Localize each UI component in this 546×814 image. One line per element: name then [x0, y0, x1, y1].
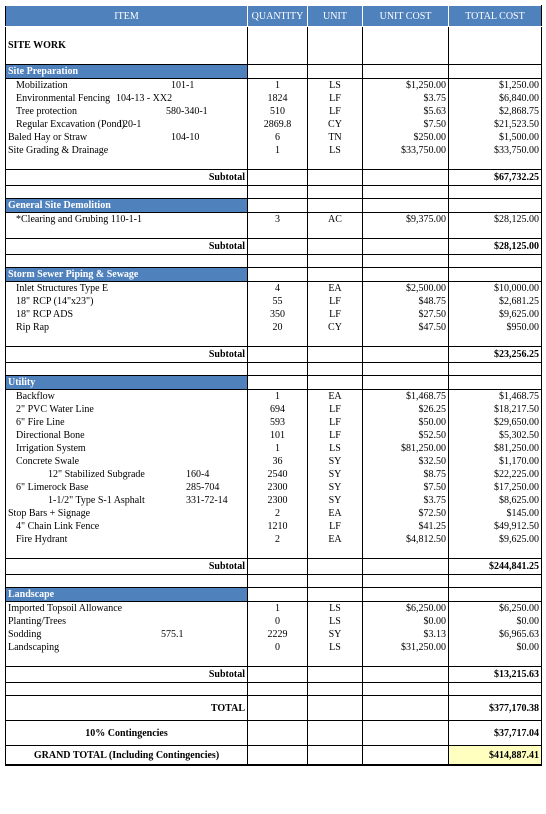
grand-total-row-value: $414,887.41	[449, 746, 542, 766]
total-cost-cell: $33,750.00	[449, 144, 542, 157]
unit-cost-cell: $7.50	[363, 481, 449, 494]
quantity-cell: 2300	[248, 481, 308, 494]
unit-cost-cell: $8.75	[363, 468, 449, 481]
item-name: Landscaping	[8, 642, 60, 653]
item-cell	[6, 131, 248, 144]
item-code: 101-1	[171, 80, 195, 91]
unit-cost-cell: $32.50	[363, 455, 449, 468]
section-header-utility	[6, 376, 542, 390]
blank-row	[6, 157, 542, 170]
quantity-cell: 3	[248, 213, 308, 227]
item-cell	[6, 615, 248, 628]
item-name: Sodding	[8, 629, 42, 640]
item-name: 12" Stabilized Subgrade	[48, 469, 145, 480]
item-code: 160-4	[186, 469, 210, 480]
site-work-row	[6, 39, 542, 52]
quantity-cell: 1	[248, 442, 308, 455]
table-row	[6, 507, 542, 520]
unit-cell: LF	[308, 416, 363, 429]
item-cell	[6, 429, 248, 442]
unit-cost-cell: $3.75	[363, 92, 449, 105]
total-cost-cell: $145.00	[449, 507, 542, 520]
item-cell	[6, 118, 248, 131]
quantity-cell: 510	[248, 105, 308, 118]
header-row	[6, 6, 542, 27]
unit-cell: LF	[308, 295, 363, 308]
total-cost-cell: $6,250.00	[449, 602, 542, 616]
item-cell	[6, 403, 248, 416]
unit-cell: SY	[308, 628, 363, 641]
header-item: ITEM	[6, 6, 248, 27]
item-cell	[6, 390, 248, 404]
item-name: Inlet Structures Type E	[16, 283, 109, 294]
subtotal-label: Subtotal	[6, 170, 248, 186]
item-cell	[6, 507, 248, 520]
item-cell	[6, 641, 248, 654]
unit-cost-cell: $72.50	[363, 507, 449, 520]
item-name: Mobilization	[16, 80, 68, 91]
unit-cost-cell: $9,375.00	[363, 213, 449, 227]
table-row	[6, 213, 542, 227]
blank-row	[6, 27, 542, 40]
unit-cell: LF	[308, 520, 363, 533]
subtotal-value: $67,732.25	[449, 170, 542, 186]
item-name: Backflow	[16, 391, 55, 402]
subtotal-label: Subtotal	[6, 347, 248, 363]
total-cost-cell: $17,250.00	[449, 481, 542, 494]
subtotal-label: Subtotal	[6, 667, 248, 683]
total-cost-cell: $9,625.00	[449, 308, 542, 321]
blank-row	[6, 654, 542, 667]
unit-cell: SY	[308, 494, 363, 507]
blank-row	[6, 226, 542, 239]
unit-cost-cell: $1,250.00	[363, 79, 449, 93]
quantity-cell: 2	[248, 533, 308, 546]
total-cost-cell: $0.00	[449, 615, 542, 628]
header-quantity: QUANTITY	[248, 6, 308, 27]
item-cell	[6, 602, 248, 616]
unit-cell: LF	[308, 105, 363, 118]
unit-cell: EA	[308, 282, 363, 296]
item-name: Directional Bone	[16, 430, 85, 441]
quantity-cell: 2540	[248, 468, 308, 481]
quantity-cell: 1824	[248, 92, 308, 105]
table-row	[6, 468, 542, 481]
table-row	[6, 641, 542, 654]
item-code: 580-340-1	[166, 106, 208, 117]
total-cost-cell: $0.00	[449, 641, 542, 654]
blank-row	[6, 52, 542, 65]
item-name: 18" RCP ADS	[16, 309, 74, 320]
total-cost-cell: $18,217.50	[449, 403, 542, 416]
unit-cost-cell: $52.50	[363, 429, 449, 442]
unit-cost-cell: $50.00	[363, 416, 449, 429]
quantity-cell: 1	[248, 390, 308, 404]
section-title: Landscape	[6, 588, 248, 602]
item-name: 1-1/2" Type S-1 Asphalt	[48, 495, 145, 506]
table-row	[6, 455, 542, 468]
unit-cell: LS	[308, 442, 363, 455]
unit-cell: LS	[308, 615, 363, 628]
total-cost-cell: $1,250.00	[449, 79, 542, 93]
table-row	[6, 118, 542, 131]
unit-cost-cell: $48.75	[363, 295, 449, 308]
quantity-cell: 1	[248, 79, 308, 93]
quantity-cell: 1	[248, 144, 308, 157]
total-cost-cell: $8,625.00	[449, 494, 542, 507]
quantity-cell: 0	[248, 615, 308, 628]
table-row	[6, 105, 542, 118]
table-row	[6, 494, 542, 507]
total-cost-cell: $950.00	[449, 321, 542, 334]
quantity-cell: 2869.8	[248, 118, 308, 131]
subtotal-label: Subtotal	[6, 239, 248, 255]
table-row	[6, 144, 542, 157]
unit-cell: AC	[308, 213, 363, 227]
unit-cell: LF	[308, 92, 363, 105]
table-row	[6, 321, 542, 334]
table-row	[6, 282, 542, 296]
subtotal-row	[6, 559, 542, 575]
total-cost-cell: $2,681.25	[449, 295, 542, 308]
unit-cell: CY	[308, 118, 363, 131]
table-row	[6, 79, 542, 93]
unit-cell: LF	[308, 403, 363, 416]
blank-row	[6, 546, 542, 559]
total-cost-cell: $1,500.00	[449, 131, 542, 144]
total-cost-cell: $9,625.00	[449, 533, 542, 546]
unit-cost-cell: $4,812.50	[363, 533, 449, 546]
table-row	[6, 403, 542, 416]
unit-cell: SY	[308, 455, 363, 468]
grand-total-row	[6, 746, 542, 766]
item-name: 18" RCP (14"x23")	[16, 296, 94, 307]
table-row	[6, 416, 542, 429]
quantity-cell: 101	[248, 429, 308, 442]
unit-cost-cell: $33,750.00	[363, 144, 449, 157]
item-name: Concrete Swale	[16, 456, 80, 467]
section-header-storm	[6, 268, 542, 282]
quantity-cell: 20	[248, 321, 308, 334]
unit-cell: LF	[308, 429, 363, 442]
blank-row	[6, 575, 542, 588]
item-cell	[6, 92, 248, 105]
subtotal-row	[6, 347, 542, 363]
total-cost-cell: $2,868.75	[449, 105, 542, 118]
header-unit: UNIT	[308, 6, 363, 27]
subtotal-row	[6, 667, 542, 683]
total-cost-cell: $29,650.00	[449, 416, 542, 429]
contingency-row	[6, 721, 542, 746]
table-row	[6, 308, 542, 321]
item-cell	[6, 144, 248, 157]
unit-cost-cell: $3.75	[363, 494, 449, 507]
quantity-cell: 1	[248, 602, 308, 616]
table-row	[6, 92, 542, 105]
subtotal-row	[6, 239, 542, 255]
item-name: Planting/Trees	[8, 616, 66, 627]
quantity-cell: 6	[248, 131, 308, 144]
subtotal-value: $28,125.00	[449, 239, 542, 255]
unit-cell: LF	[308, 308, 363, 321]
table-row	[6, 131, 542, 144]
quantity-cell: 0	[248, 641, 308, 654]
quantity-cell: 2	[248, 507, 308, 520]
blank-row	[6, 363, 542, 376]
table-row	[6, 615, 542, 628]
item-name: Environmental Fencing	[16, 93, 111, 104]
unit-cell: EA	[308, 390, 363, 404]
unit-cost-cell: $7.50	[363, 118, 449, 131]
quantity-cell: 2300	[248, 494, 308, 507]
item-cell	[6, 79, 248, 93]
table-row	[6, 520, 542, 533]
table-row	[6, 390, 542, 404]
item-cell	[6, 308, 248, 321]
item-code: 575.1	[161, 629, 184, 640]
item-code: 331-72-14	[186, 495, 228, 506]
total-cost-cell: $6,840.00	[449, 92, 542, 105]
contingency-row-label: 10% Contingencies	[6, 721, 248, 746]
subtotal-value: $23,256.25	[449, 347, 542, 363]
item-cell	[6, 416, 248, 429]
item-cell	[6, 105, 248, 118]
total-cost-cell: $10,000.00	[449, 282, 542, 296]
unit-cell: CY	[308, 321, 363, 334]
cost-estimate-table	[5, 5, 542, 766]
section-title: Site Preparation	[6, 65, 248, 79]
item-name: Fire Hydrant	[16, 534, 68, 545]
unit-cost-cell: $0.00	[363, 615, 449, 628]
unit-cell: TN	[308, 131, 363, 144]
table-row	[6, 295, 542, 308]
unit-cell: EA	[308, 507, 363, 520]
total-cost-cell: $28,125.00	[449, 213, 542, 227]
blank-row	[6, 334, 542, 347]
table-row	[6, 429, 542, 442]
quantity-cell: 2229	[248, 628, 308, 641]
item-cell	[6, 213, 248, 227]
item-name: Regular Excavation (Pond)	[16, 119, 125, 130]
item-cell	[6, 295, 248, 308]
item-name: Site Grading & Drainage	[8, 145, 109, 156]
item-cell	[6, 442, 248, 455]
total-row	[6, 696, 542, 721]
section-title: Storm Sewer Piping & Sewage	[6, 268, 248, 282]
table-row	[6, 533, 542, 546]
item-cell	[6, 282, 248, 296]
item-cell	[6, 481, 248, 494]
total-cost-cell: $49,912.50	[449, 520, 542, 533]
header-total-cost: TOTAL COST	[449, 6, 542, 27]
item-cell	[6, 321, 248, 334]
item-name: Tree protection	[16, 106, 78, 117]
grand-total-row-label: GRAND TOTAL (Including Contingencies)	[6, 746, 248, 766]
table-row	[6, 602, 542, 616]
total-cost-cell: $1,170.00	[449, 455, 542, 468]
unit-cell: SY	[308, 481, 363, 494]
table-row	[6, 628, 542, 641]
item-name: *Clearing and Grubing 110-1-1	[16, 214, 142, 225]
item-code: 120-1	[118, 119, 142, 130]
subtotal-value: $244,841.25	[449, 559, 542, 575]
unit-cost-cell: $3.13	[363, 628, 449, 641]
item-cell	[6, 533, 248, 546]
item-name: Rip Rap	[16, 322, 50, 333]
quantity-cell: 36	[248, 455, 308, 468]
item-name: 4" Chain Link Fence	[16, 521, 100, 532]
table-row	[6, 442, 542, 455]
section-header-site_prep	[6, 65, 542, 79]
item-code: 104-13 - XX2	[116, 93, 173, 104]
item-cell	[6, 520, 248, 533]
item-name: Baled Hay or Straw	[8, 132, 88, 143]
total-cost-cell: $5,302.50	[449, 429, 542, 442]
total-cost-cell: $81,250.00	[449, 442, 542, 455]
item-cell	[6, 494, 248, 507]
total-cost-cell: $22,225.00	[449, 468, 542, 481]
unit-cost-cell: $250.00	[363, 131, 449, 144]
unit-cost-cell: $5.63	[363, 105, 449, 118]
subtotal-row	[6, 170, 542, 186]
total-row-label: TOTAL	[6, 696, 248, 721]
blank-row	[6, 255, 542, 268]
unit-cost-cell: $26.25	[363, 403, 449, 416]
section-title: Utility	[6, 376, 248, 390]
total-cost-cell: $21,523.50	[449, 118, 542, 131]
blank-row	[6, 186, 542, 199]
quantity-cell: 350	[248, 308, 308, 321]
item-name: 2" PVC Water Line	[16, 404, 94, 415]
item-name: Irrigation System	[16, 443, 86, 454]
blank-row	[6, 683, 542, 696]
subtotal-label: Subtotal	[6, 559, 248, 575]
item-cell	[6, 455, 248, 468]
unit-cost-cell: $6,250.00	[363, 602, 449, 616]
section-header-demolition	[6, 199, 542, 213]
item-code: 285-704	[186, 482, 220, 493]
item-cell	[6, 468, 248, 481]
item-name: 6" Fire Line	[16, 417, 65, 428]
site-work-title: SITE WORK	[6, 39, 248, 52]
item-name: 6" Limerock Base	[16, 482, 89, 493]
unit-cell: LS	[308, 602, 363, 616]
unit-cost-cell: $1,468.75	[363, 390, 449, 404]
quantity-cell: 694	[248, 403, 308, 416]
section-header-landscape	[6, 588, 542, 602]
item-code: 104-10	[171, 132, 200, 143]
unit-cost-cell: $41.25	[363, 520, 449, 533]
unit-cell: LS	[308, 79, 363, 93]
unit-cost-cell: $31,250.00	[363, 641, 449, 654]
unit-cell: LS	[308, 144, 363, 157]
item-name: Stop Bars + Signage	[8, 508, 91, 519]
total-row-value: $377,170.38	[449, 696, 542, 721]
unit-cell: SY	[308, 468, 363, 481]
unit-cell: LS	[308, 641, 363, 654]
contingency-row-value: $37,717.04	[449, 721, 542, 746]
item-name: Imported Topsoil Allowance	[8, 603, 123, 614]
quantity-cell: 1210	[248, 520, 308, 533]
quantity-cell: 4	[248, 282, 308, 296]
item-cell	[6, 628, 248, 641]
unit-cost-cell: $47.50	[363, 321, 449, 334]
total-cost-cell: $6,965.63	[449, 628, 542, 641]
quantity-cell: 593	[248, 416, 308, 429]
subtotal-value: $13,215.63	[449, 667, 542, 683]
unit-cost-cell: $81,250.00	[363, 442, 449, 455]
quantity-cell: 55	[248, 295, 308, 308]
section-title: General Site Demolition	[6, 199, 248, 213]
table-row	[6, 481, 542, 494]
unit-cost-cell: $27.50	[363, 308, 449, 321]
unit-cost-cell: $2,500.00	[363, 282, 449, 296]
total-cost-cell: $1,468.75	[449, 390, 542, 404]
unit-cell: EA	[308, 533, 363, 546]
header-unit-cost: UNIT COST	[363, 6, 449, 27]
